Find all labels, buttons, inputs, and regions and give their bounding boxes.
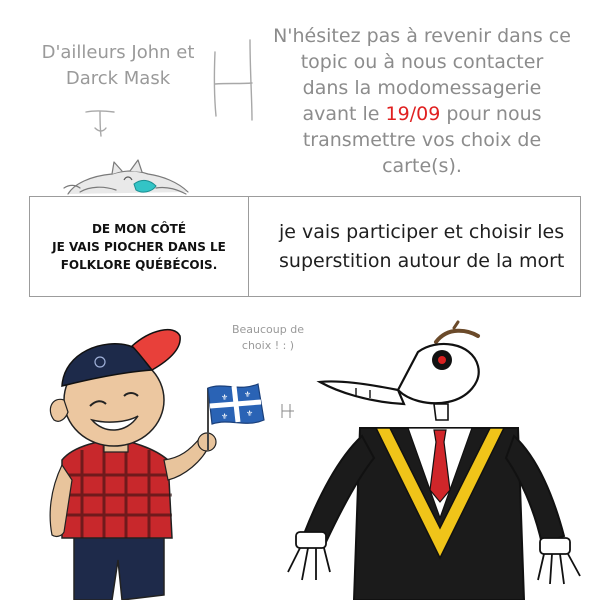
table-right-line2: superstition autour de la mort bbox=[279, 249, 565, 272]
table-cell-right bbox=[249, 197, 580, 296]
deadline-date: 19/09 bbox=[385, 103, 441, 125]
svg-text:⚜: ⚜ bbox=[244, 390, 252, 399]
instructions-line2: topic ou à nous contacter bbox=[300, 51, 544, 73]
speech-line1: Beaucoup de bbox=[231, 323, 304, 336]
plaid-shirt bbox=[62, 440, 172, 538]
svg-text:⚜: ⚜ bbox=[221, 393, 229, 402]
svg-text:⚜: ⚜ bbox=[246, 409, 254, 418]
table-cell-left bbox=[30, 197, 249, 296]
h-doodle-right bbox=[250, 40, 252, 120]
svg-text:⚜: ⚜ bbox=[221, 412, 229, 421]
quebec-flag-icon bbox=[208, 384, 264, 424]
instructions-note bbox=[262, 23, 582, 179]
table-left-line1: DE MON CÔTÉ bbox=[91, 221, 187, 236]
instructions-line4-before: avant le bbox=[302, 103, 386, 125]
boy-character-illustration bbox=[14, 300, 294, 600]
t-doodle-stem bbox=[100, 112, 101, 136]
instructions-line4 bbox=[262, 101, 582, 127]
shorts bbox=[74, 530, 164, 600]
instructions-line3: dans la modomessagerie bbox=[302, 77, 542, 99]
h-doodle-bar bbox=[215, 83, 252, 84]
intro-note-line2: Darck Mask bbox=[65, 68, 171, 89]
instructions-line1: N'hésitez pas à revenir dans ce bbox=[273, 25, 571, 47]
table-left-line2: JE VAIS PIOCHER DANS LE bbox=[52, 239, 226, 254]
instructions-line4-after: pour nous bbox=[440, 103, 542, 125]
raven-skull-icon bbox=[320, 322, 479, 404]
speech-line2: choix ! : ) bbox=[241, 339, 295, 352]
intro-note-line1: D'ailleurs John et bbox=[41, 42, 195, 63]
table-left-line3: FOLKLORE QUÉBÉCOIS. bbox=[60, 257, 218, 272]
instructions-line6: carte(s). bbox=[382, 155, 462, 177]
table-right-line1: je vais participer et choisir les bbox=[279, 220, 565, 243]
skull-character-illustration bbox=[258, 318, 600, 600]
choices-table bbox=[29, 196, 581, 297]
instructions-line5: transmettre vos choix de bbox=[302, 129, 542, 151]
